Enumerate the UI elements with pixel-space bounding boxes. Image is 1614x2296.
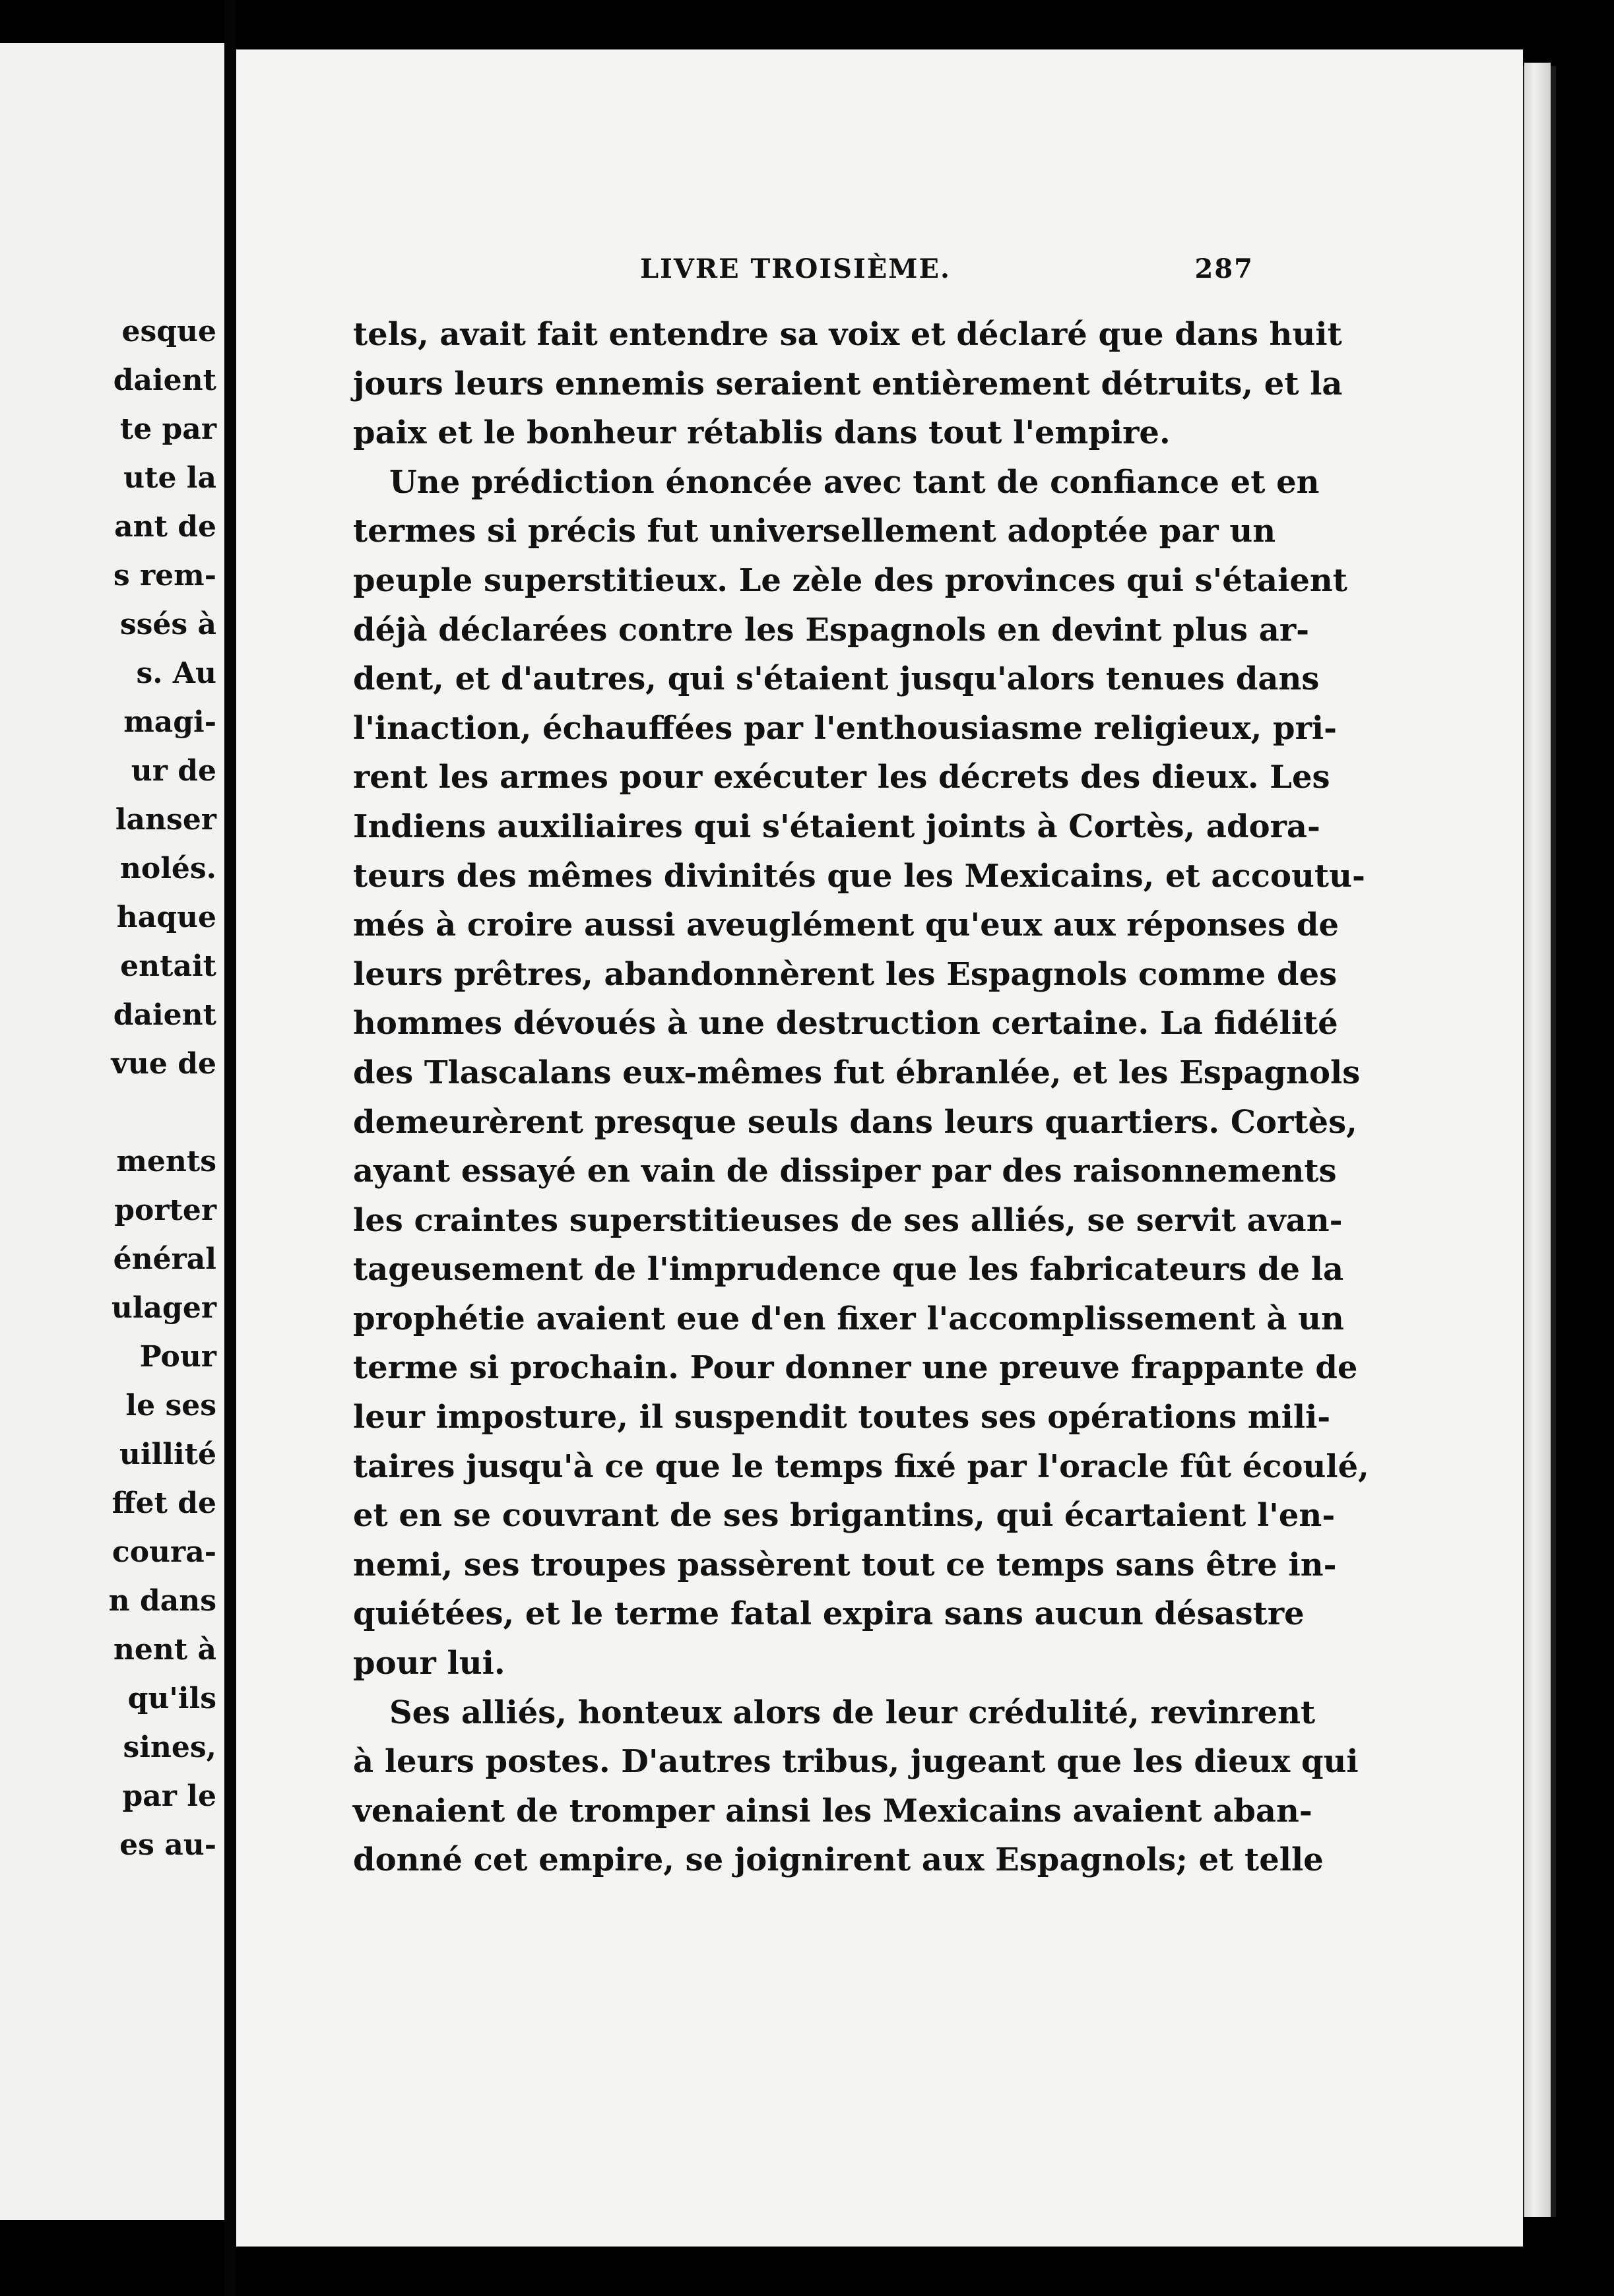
text-line: pour lui. [353, 1645, 505, 1682]
text-line: peuple superstitieux. Le zèle des provinces qui s'étaient [353, 561, 1347, 599]
text-line: dent, et d'autres, qui s'étaient jusqu'alors tenues dans [353, 660, 1320, 698]
text-line: et en se couvrant de ses brigantins, qui écartaient l'en- [353, 1497, 1336, 1535]
text-line: rent les armes pour exécuter les décrets des dieux. Les [353, 759, 1330, 796]
text-line: venaient de tromper ainsi les Mexicains avaient aban- [353, 1792, 1312, 1830]
facing-page-line: ssés à [119, 608, 216, 641]
text-line: taires jusqu'à ce que le temps fixé par l'oracle fût écoulé, [353, 1448, 1369, 1485]
text-line: les craintes superstitieuses de ses alliés, se servit avan- [353, 1201, 1343, 1239]
text-line: nemi, ses troupes passèrent tout ce temps sans être in- [353, 1546, 1337, 1583]
facing-page-line: énéral [113, 1242, 216, 1276]
facing-page-line: ur de [131, 754, 216, 788]
facing-page-line: ments [116, 1145, 216, 1178]
facing-page-line: Pour [139, 1340, 216, 1374]
text-line: tels, avait fait entendre sa voix et déclaré que dans huit [353, 316, 1342, 353]
text-line: més à croire aussi aveuglément qu'eux aux réponses de [353, 907, 1339, 944]
text-line: leurs prêtres, abandonnèrent les Espagnols comme des [353, 955, 1338, 993]
text-line: déjà déclarées contre les Espagnols en devint plus ar- [353, 611, 1310, 649]
text-line: l'inaction, échauffées par l'enthousiasme religieux, pri- [353, 709, 1338, 747]
facing-page-line: ute la [123, 461, 216, 495]
book-gutter [224, 0, 236, 2296]
facing-page-line: haque [116, 901, 216, 934]
text-line: Une prédiction énoncée avec tant de confiance et en [389, 463, 1320, 501]
facing-page-line: ffet de [112, 1486, 216, 1520]
facing-page-line: vue de [111, 1047, 216, 1081]
facing-page-line: daient [113, 364, 216, 397]
facing-page-line: esque [121, 315, 216, 348]
text-line: teurs des mêmes divinités que les Mexicains, et accoutu- [353, 857, 1365, 895]
facing-page-line: magi- [123, 705, 216, 739]
facing-page-line: porter [114, 1194, 216, 1227]
page-header [633, 253, 1254, 293]
facing-page-line: n dans [108, 1584, 216, 1618]
page-stack-edge [1524, 63, 1551, 2217]
text-line: tageusement de l'imprudence que les fabricateurs de la [353, 1251, 1344, 1289]
running-head: LIVRE TROISIÈME. [640, 253, 951, 284]
text-line: Ses alliés, honteux alors de leur crédulité, revinrent [389, 1694, 1316, 1731]
scan-border [1556, 0, 1614, 2296]
text-line: des Tlascalans eux-mêmes fut ébranlée, et les Espagnols [353, 1054, 1361, 1091]
facing-page-line: ant de [114, 510, 216, 544]
facing-page-line: te par [119, 412, 216, 446]
text-line: termes si précis fut universellement adoptée par un [353, 513, 1276, 550]
text-line: à leurs postes. D'autres tribus, jugeant que les dieux qui [353, 1743, 1359, 1781]
facing-page-line: daient [113, 998, 216, 1032]
page-number: 287 [1194, 253, 1254, 284]
body-text [353, 310, 1369, 1885]
facing-page [0, 43, 224, 2220]
text-line: quiétées, et le terme fatal expira sans aucun désastre [353, 1595, 1305, 1633]
facing-page-line: sines, [123, 1731, 216, 1764]
text-line: jours leurs ennemis seraient entièrement détruits, et la [353, 365, 1343, 402]
facing-page-line: s rem- [113, 559, 216, 592]
text-line: hommes dévoués à une destruction certaine. La fidélité [353, 1005, 1338, 1042]
facing-page-line: ulager [111, 1291, 216, 1325]
facing-page-line: nolés. [119, 852, 216, 885]
facing-page-line: lanser [115, 803, 216, 837]
text-line: paix et le bonheur rétablis dans tout l'empire. [353, 414, 1171, 452]
facing-page-line: es au- [119, 1828, 216, 1862]
text-line: demeurèrent presque seuls dans leurs quartiers. Cortès, [353, 1103, 1357, 1141]
text-line: terme si prochain. Pour donner une preuve frappante de [353, 1349, 1358, 1387]
text-line: donné cet empire, se joignirent aux Espagnols; et telle [353, 1841, 1324, 1879]
facing-page-line: qu'ils [127, 1682, 216, 1715]
text-line: Indiens auxiliaires qui s'étaient joints à Cortès, adora- [353, 808, 1320, 845]
facing-page-line: uillité [119, 1438, 216, 1471]
facing-page-line: entait [120, 949, 216, 983]
text-line: leur imposture, il suspendit toutes ses opérations mili- [353, 1399, 1331, 1436]
text-line: prophétie avaient eue d'en fixer l'accomplissement à un [353, 1300, 1344, 1337]
facing-page-line: par le [122, 1779, 216, 1813]
facing-page-line [0, 1089, 224, 1137]
text-line: ayant essayé en vain de dissiper par des raisonnements [353, 1153, 1337, 1190]
facing-page-line: le ses [125, 1389, 216, 1422]
facing-page-line: s. Au [136, 656, 216, 690]
facing-page-text [0, 307, 224, 1870]
facing-page-line: nent à [113, 1633, 216, 1667]
facing-page-line: coura- [112, 1535, 216, 1569]
